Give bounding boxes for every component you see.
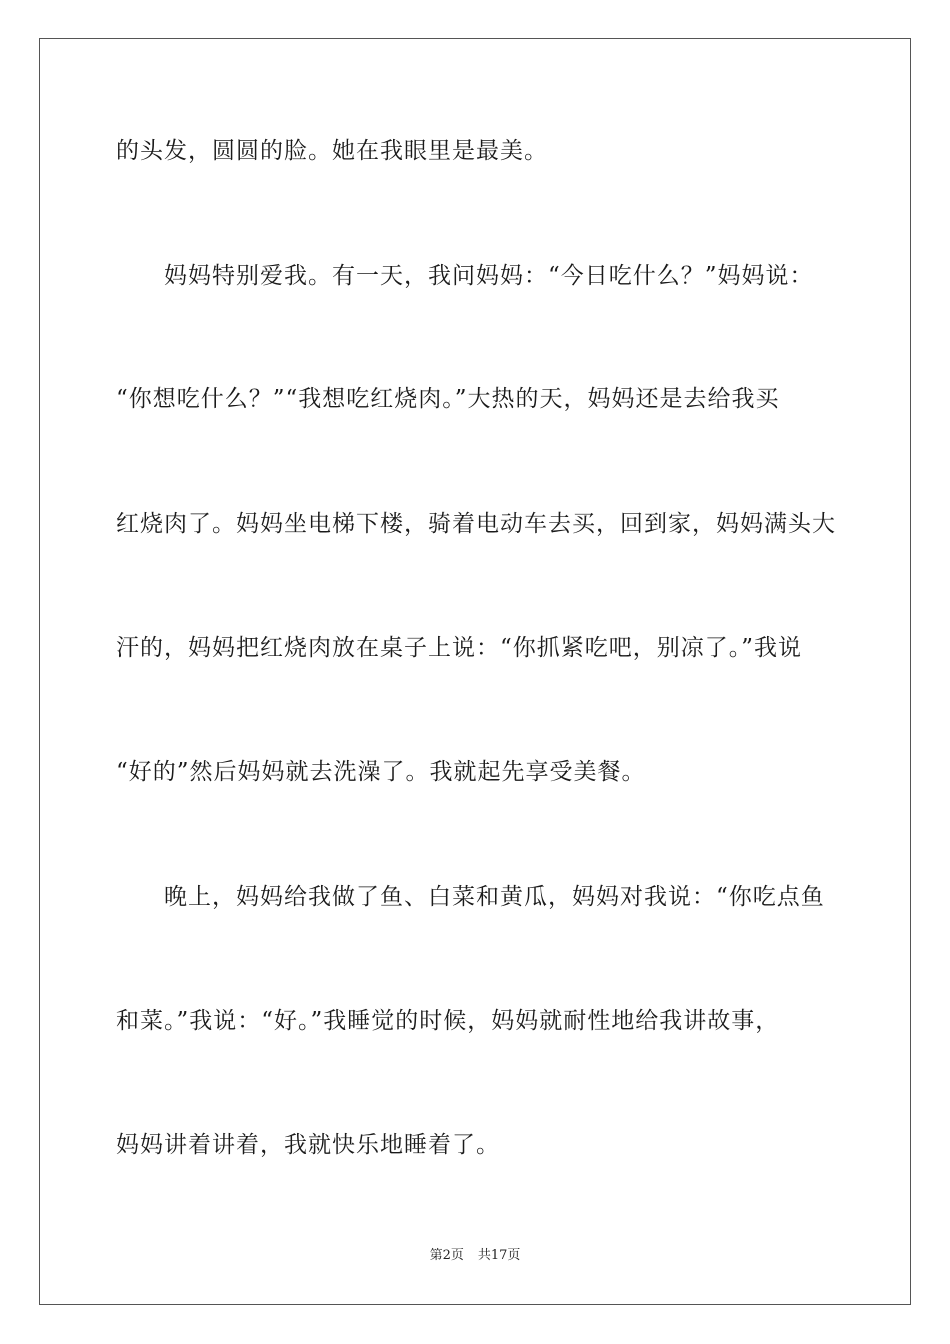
- page-border: [39, 38, 911, 1305]
- text-line-5: 汗的，妈妈把红烧肉放在桌子上说：“你抓紧吃吧，别凉了。”我说: [116, 635, 803, 661]
- text-line-7: 晚上，妈妈给我做了鱼、白菜和黄瓜，妈妈对我说：“你吃点鱼: [116, 884, 825, 910]
- text-line-8: 和菜。”我说：“好。”我睡觉的时候，妈妈就耐性地给我讲故事，: [116, 1008, 780, 1034]
- text-line-3: “你想吃什么？”“我想吃红烧肉。”大热的天，妈妈还是去给我买: [116, 386, 780, 412]
- page-footer: [0, 1248, 950, 1264]
- text-line-9: 妈妈讲着讲着，我就快乐地睡着了。: [116, 1132, 500, 1158]
- page-number: 第2页: [429, 1248, 464, 1263]
- text-line-2: 妈妈特别爱我。有一天，我问妈妈：“今日吃什么？”妈妈说：: [116, 263, 814, 289]
- text-line-4: 红烧肉了。妈妈坐电梯下楼，骑着电动车去买，回到家，妈妈满头大: [116, 511, 836, 537]
- text-line-6: “好的”然后妈妈就去洗澡了。我就起先享受美餐。: [116, 759, 646, 785]
- page-total: 共17页: [477, 1248, 521, 1263]
- text-line-1: 的头发，圆圆的脸。她在我眼里是最美。: [116, 138, 548, 164]
